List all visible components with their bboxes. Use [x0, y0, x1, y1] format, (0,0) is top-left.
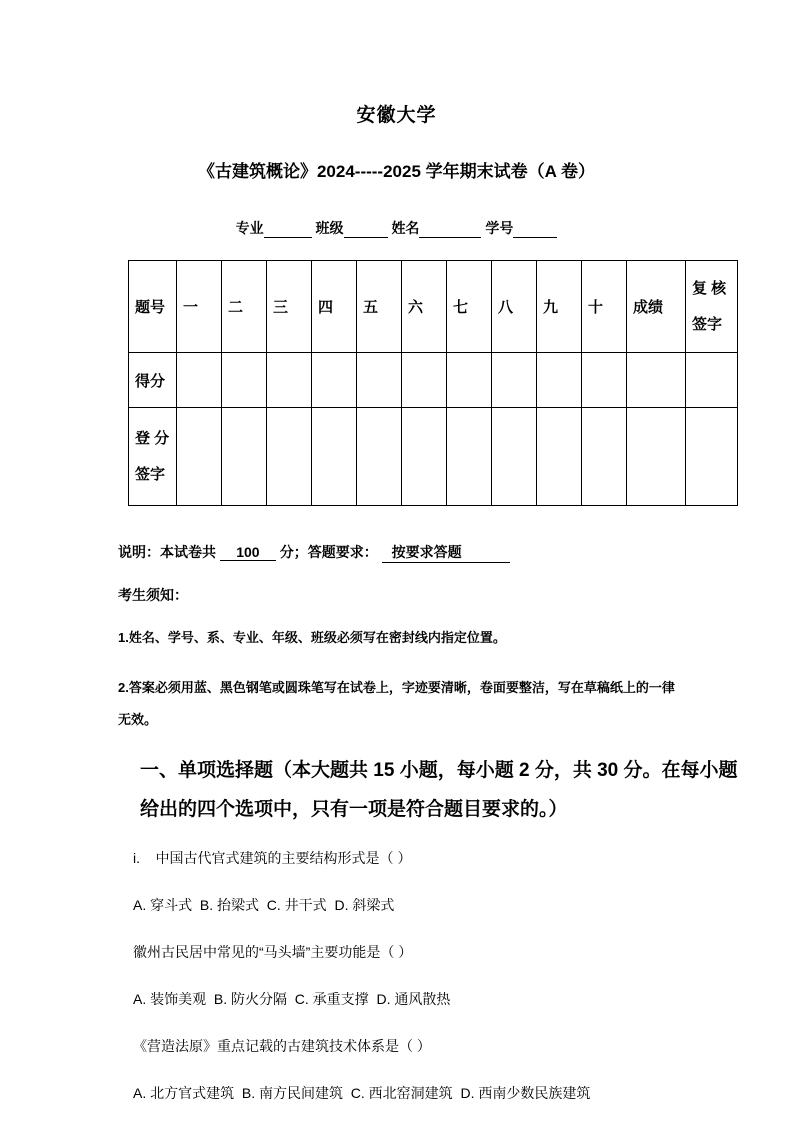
score-row-label: 得分 — [129, 353, 177, 408]
name-blank — [419, 222, 481, 238]
header-cell-2: 二 — [222, 261, 267, 353]
header-cell-score: 成绩 — [627, 261, 686, 353]
sign-cell-empty — [357, 408, 402, 506]
instructions-prefix: 说明：本试卷共 — [118, 544, 216, 560]
exam-title: 《古建筑概论》2024-----2025 学年期末试卷（A 卷） — [197, 162, 596, 181]
major-label: 专业 — [235, 220, 264, 236]
student-id-blank — [513, 222, 557, 238]
score-cell-empty — [267, 353, 312, 408]
score-cell-empty — [402, 353, 447, 408]
score-cell-empty — [177, 353, 222, 408]
header-cell-9: 九 — [537, 261, 582, 353]
major-blank — [264, 222, 312, 238]
question-2-options: A. 装饰美观 B. 防火分隔 C. 承重支撑 D. 通风散热 — [133, 991, 451, 1008]
sign-cell-empty — [447, 408, 492, 506]
sign-row — [129, 408, 738, 506]
student-id-label: 学号 — [485, 220, 514, 236]
section-one-heading: 一、单项选择题（本大题共 15 小题，每小题 2 分，共 30 分。在每小题给出的四个选项中，只有一项是符合题目要求的。） — [140, 759, 738, 821]
sign-cell-empty — [222, 408, 267, 506]
question-3-stem: 《营造法原》重点记载的古建筑技术体系是（ ） — [133, 1038, 431, 1055]
score-table — [128, 260, 738, 506]
score-cell-empty — [447, 353, 492, 408]
total-points-value: 100 — [220, 544, 276, 561]
sign-cell-empty — [492, 408, 537, 506]
sign-cell-empty — [312, 408, 357, 506]
score-row — [129, 353, 738, 408]
sign-row-label-line1: 登 分 — [135, 429, 170, 447]
header-cell-10: 十 — [582, 261, 627, 353]
score-cell-empty — [312, 353, 357, 408]
question-2-stem: 徽州古民居中常见的“马头墙”主要功能是（ ） — [133, 944, 413, 961]
exam-instructions-line — [118, 542, 698, 563]
score-cell-empty — [357, 353, 402, 408]
student-info-line — [0, 218, 793, 238]
score-cell-empty — [582, 353, 627, 408]
answer-requirement: 按要求答题 — [382, 542, 510, 563]
header-cell-question-no: 题号 — [129, 261, 177, 353]
notice-item-2: 2.答案必须用蓝、黑色钢笔或圆珠笔写在试卷上，字迹要清晰，卷面要整洁，写在草稿纸上的一律无效。 — [118, 679, 675, 727]
notice-item-1: 1.姓名、学号、系、专业、年级、班级必须写在密封线内指定位置。 — [118, 630, 506, 645]
review-sign-line1: 复 核 — [692, 279, 727, 297]
score-cell-empty — [686, 353, 738, 408]
score-table-header-row — [129, 261, 738, 353]
header-cell-1: 一 — [177, 261, 222, 353]
sign-row-label — [129, 408, 177, 506]
header-cell-7: 七 — [447, 261, 492, 353]
instructions-block — [118, 542, 698, 737]
header-cell-3: 三 — [267, 261, 312, 353]
score-cell-empty — [492, 353, 537, 408]
review-sign-line2: 签字 — [692, 315, 723, 333]
class-blank — [344, 222, 388, 238]
question-1-options: A. 穿斗式 B. 抬梁式 C. 井干式 D. 斜梁式 — [133, 897, 395, 914]
sign-cell-empty — [267, 408, 312, 506]
sign-cell-empty — [582, 408, 627, 506]
sign-row-label-line2: 签字 — [135, 465, 166, 483]
notice-title: 考生须知： — [118, 587, 188, 603]
header-cell-review-sign — [686, 261, 738, 353]
question-1-stem: i. 中国古代官式建筑的主要结构形式是（ ） — [133, 850, 412, 867]
header-cell-8: 八 — [492, 261, 537, 353]
header-cell-5: 五 — [357, 261, 402, 353]
score-cell-empty — [627, 353, 686, 408]
name-label: 姓名 — [391, 220, 420, 236]
score-cell-empty — [222, 353, 267, 408]
university-title: 安徽大学 — [356, 105, 437, 126]
class-label: 班级 — [315, 220, 344, 236]
header-cell-4: 四 — [312, 261, 357, 353]
score-cell-empty — [537, 353, 582, 408]
question-3-options: A. 北方官式建筑 B. 南方民间建筑 C. 西北窑洞建筑 D. 西南少数民族建筑 — [133, 1085, 591, 1102]
header-cell-6: 六 — [402, 261, 447, 353]
instructions-middle: 分；答题要求： — [279, 544, 378, 560]
question-list — [133, 848, 753, 1103]
sign-cell-empty — [627, 408, 686, 506]
sign-cell-empty — [686, 408, 738, 506]
sign-cell-empty — [402, 408, 447, 506]
sign-cell-empty — [537, 408, 582, 506]
sign-cell-empty — [177, 408, 222, 506]
